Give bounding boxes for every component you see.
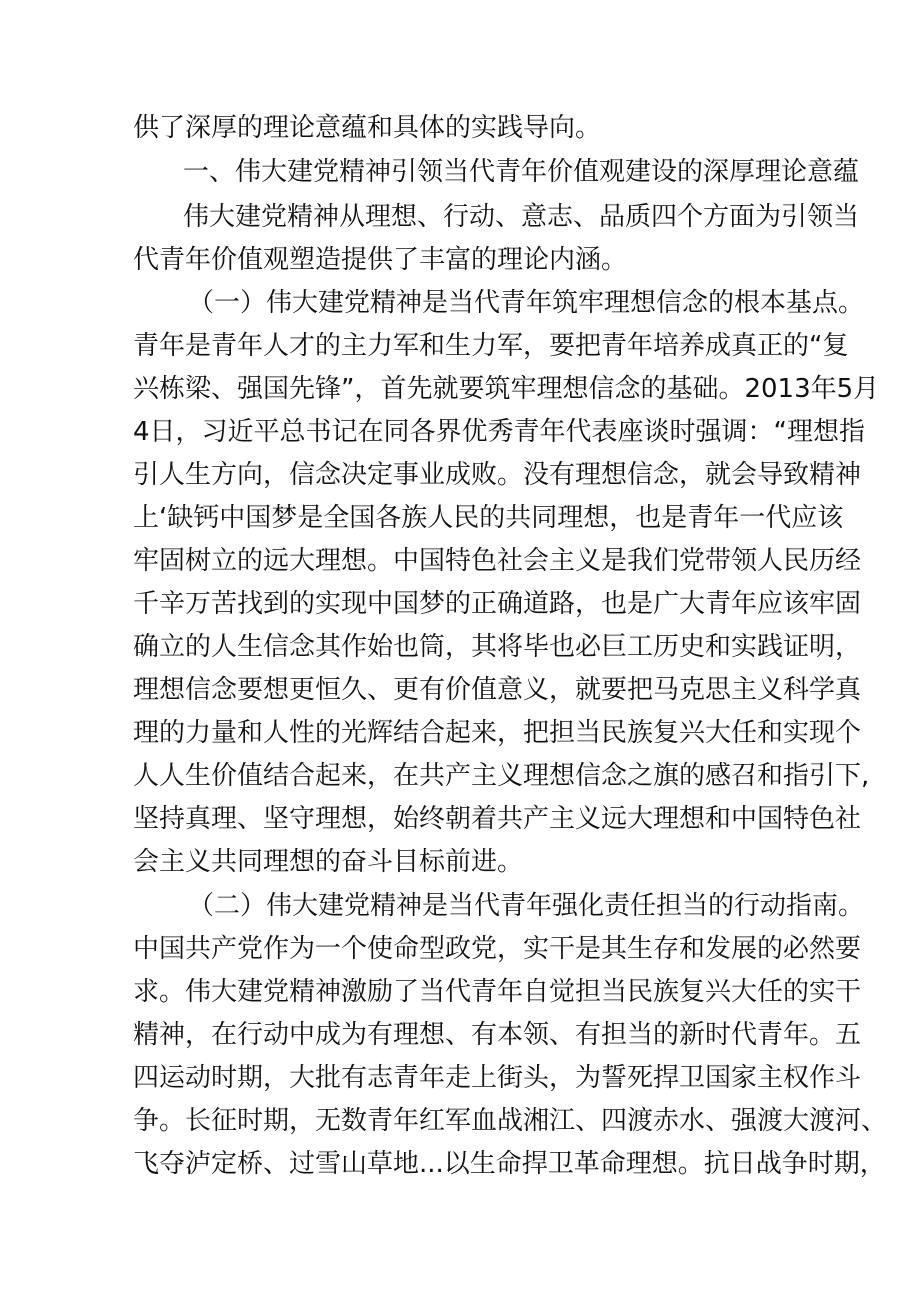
subsection-heading: （二）伟大建党精神是当代青年强化责任担当的行动指南。 bbox=[188, 891, 865, 921]
text-line: 精神，在行动中成为有理想、有本领、有担当的新时代青年。五 bbox=[133, 1020, 862, 1050]
text-line: 青年是青年人才的主力军和生力军，要把青年培养成真正的“复 bbox=[133, 331, 849, 361]
text-line: 人人生价值结合起来，在共产主义理想信念之旗的感召和指引下, bbox=[133, 761, 870, 791]
text-line: 会主义共同理想的奋斗目标前进。 bbox=[133, 847, 524, 877]
text-line: 供了深厚的理论意蕴和具体的实践导向。 bbox=[133, 113, 602, 143]
text-line: 牢固树立的远大理想。中国特色社会主义是我们党带领人民历经 bbox=[133, 546, 862, 576]
paragraph-first-line: 伟大建党精神从理想、行动、意志、品质四个方面为引领当 bbox=[183, 202, 860, 232]
text-line: 理的力量和人性的光辉结合起来，把担当民族复兴大任和实现个 bbox=[133, 718, 862, 748]
text-line: 4日，习近平总书记在同各界优秀青年代表座谈时强调：“理想指 bbox=[133, 417, 866, 447]
text-line: 引人生方向，信念决定事业成败。没有理想信念，就会导致精神 bbox=[133, 460, 862, 490]
text-line: 千辛万苦找到的实现中国梦的正确道路，也是广大青年应该牢固 bbox=[133, 589, 862, 619]
text-line: 理想信念要想更恒久、更有价值意义，就要把马克思主义科学真 bbox=[133, 675, 862, 705]
text-line: 四运动时期，大批有志青年走上街头，为誓死捍卫国家主权作斗 bbox=[133, 1063, 862, 1093]
text-line: 兴栋梁、强国先锋”，首先就要筑牢理想信念的基础。2013年5月 bbox=[133, 374, 880, 404]
subsection-heading: （一）伟大建党精神是当代青年筑牢理想信念的根本基点。 bbox=[188, 288, 865, 318]
section-heading: 一、伟大建党精神引领当代青年价值观建设的深厚理论意蕴 bbox=[183, 157, 860, 187]
text-line: 代青年价值观塑造提供了丰富的理论内涵。 bbox=[133, 245, 628, 275]
text-line: 坚持真理、坚守理想，始终朝着共产主义远大理想和中国特色社 bbox=[133, 804, 862, 834]
text-line: 中国共产党作为一个使命型政党，实干是其生存和发展的必然要 bbox=[133, 934, 862, 964]
text-line: 确立的人生信念其作始也筒，其将毕也必巨工历史和实践证明， bbox=[133, 632, 862, 662]
text-line: 求。伟大建党精神激励了当代青年自觉担当民族复兴大任的实干 bbox=[133, 977, 862, 1007]
text-line: 上‘缺钙中国梦是全国各族人民的共同理想，也是青年一代应该 bbox=[133, 503, 844, 533]
text-line: 飞夺泸定桥、过雪山草地...以生命捍卫革命理想。抗日战争时期， bbox=[133, 1149, 886, 1179]
text-line: 争。长征时期，无数青年红军血战湘江、四渡赤水、强渡大渡河、 bbox=[133, 1106, 888, 1136]
